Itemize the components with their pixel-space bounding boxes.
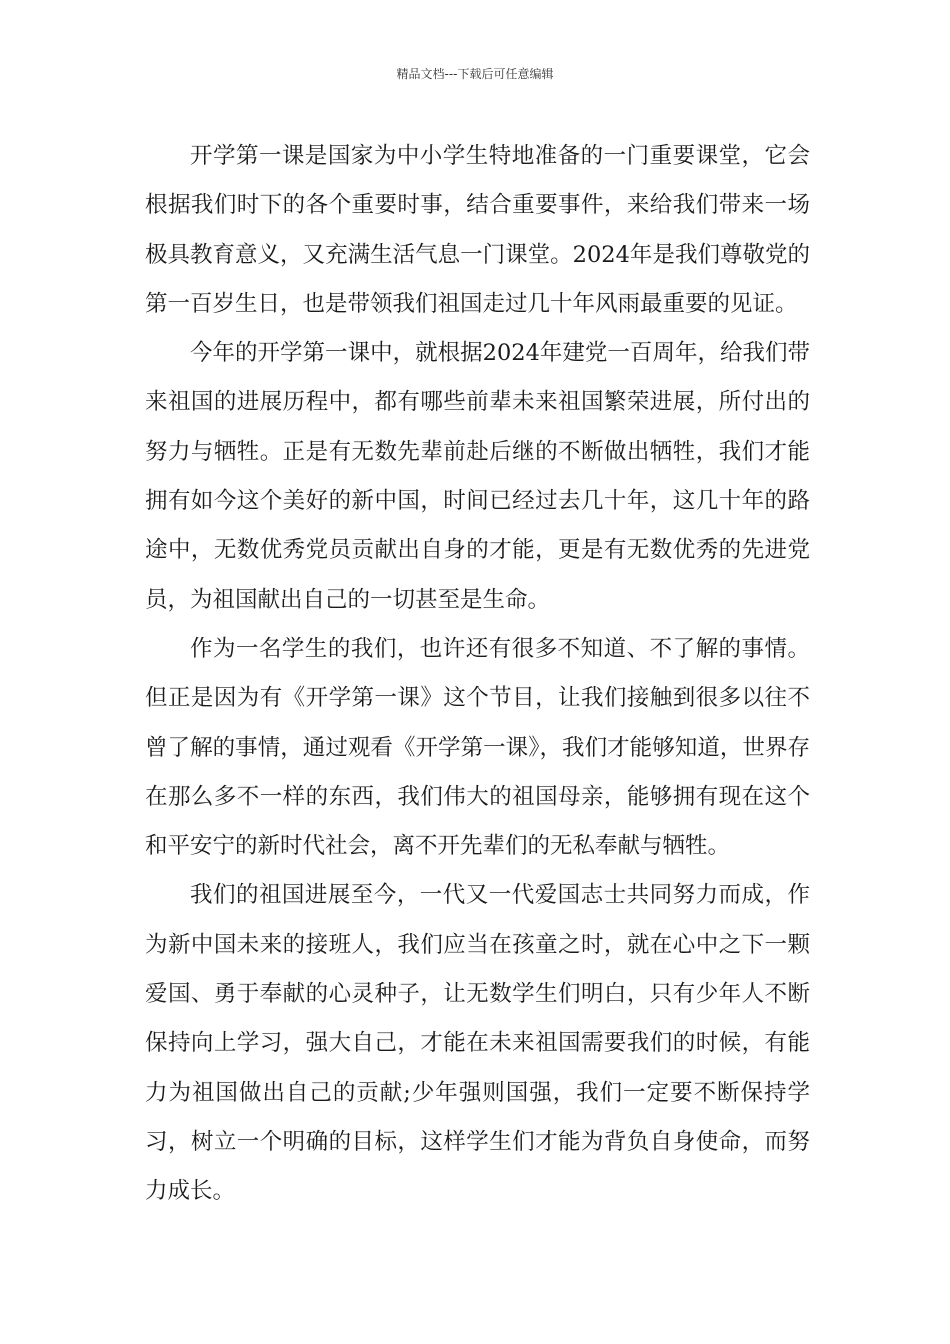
document-body — [145, 132, 810, 1217]
page-header: 精品文档---下载后可任意编辑 — [396, 67, 554, 81]
paragraph-3: 作为一名学生的我们，也许还有很多不知道、不了解的事情。但正是因为有《开学第一课》这个节目，让我们接触到很多以往不曾了解的事情，通过观看《开学第一课》，我们才能够知道，世界存在那么多不一样的东西，我们伟大的祖国母亲，能够拥有现在这个和平安宁的新时代社会，离不开先辈们的无私奉献与牺牲。 — [145, 635, 810, 860]
paragraph-2: 今年的开学第一课中，就根据2024年建党一百周年，给我们带来祖国的进展历程中，都有哪些前辈未来祖国繁荣进展，所付出的努力与牺牲。正是有无数先辈前赴后继的不断做出牺牲，我们才能拥有如今这个美好的新中国，时间已经过去几十年，这几十年的路途中，无数优秀党员贡献出自身的才能，更是有无数优秀的先进党员，为祖国献出自己的一切甚至是生命。 — [145, 340, 810, 613]
paragraph-1: 开学第一课是国家为中小学生特地准备的一门重要课堂，它会根据我们时下的各个重要时事，结合重要事件，来给我们带来一场极具教育意义，又充满生活气息一门课堂。2024年是我们尊敬党的第一百岁生日，也是带领我们祖国走过几十年风雨最重要的见证。 — [145, 143, 810, 317]
paragraph-4: 我们的祖国进展至今，一代又一代爱国志士共同努力而成，作为新中国未来的接班人，我们应当在孩童之时，就在心中之下一颗爱国、勇于奉献的心灵种子，让无数学生们明白，只有少年人不断保持向上学习，强大自己，才能在未来祖国需要我们的时候，有能力为祖国做出自己的贡献;少年强则国强，我们一定要不断保持学习，树立一个明确的目标，这样学生们才能为背负自身使命，而努力成长。 — [145, 882, 810, 1205]
